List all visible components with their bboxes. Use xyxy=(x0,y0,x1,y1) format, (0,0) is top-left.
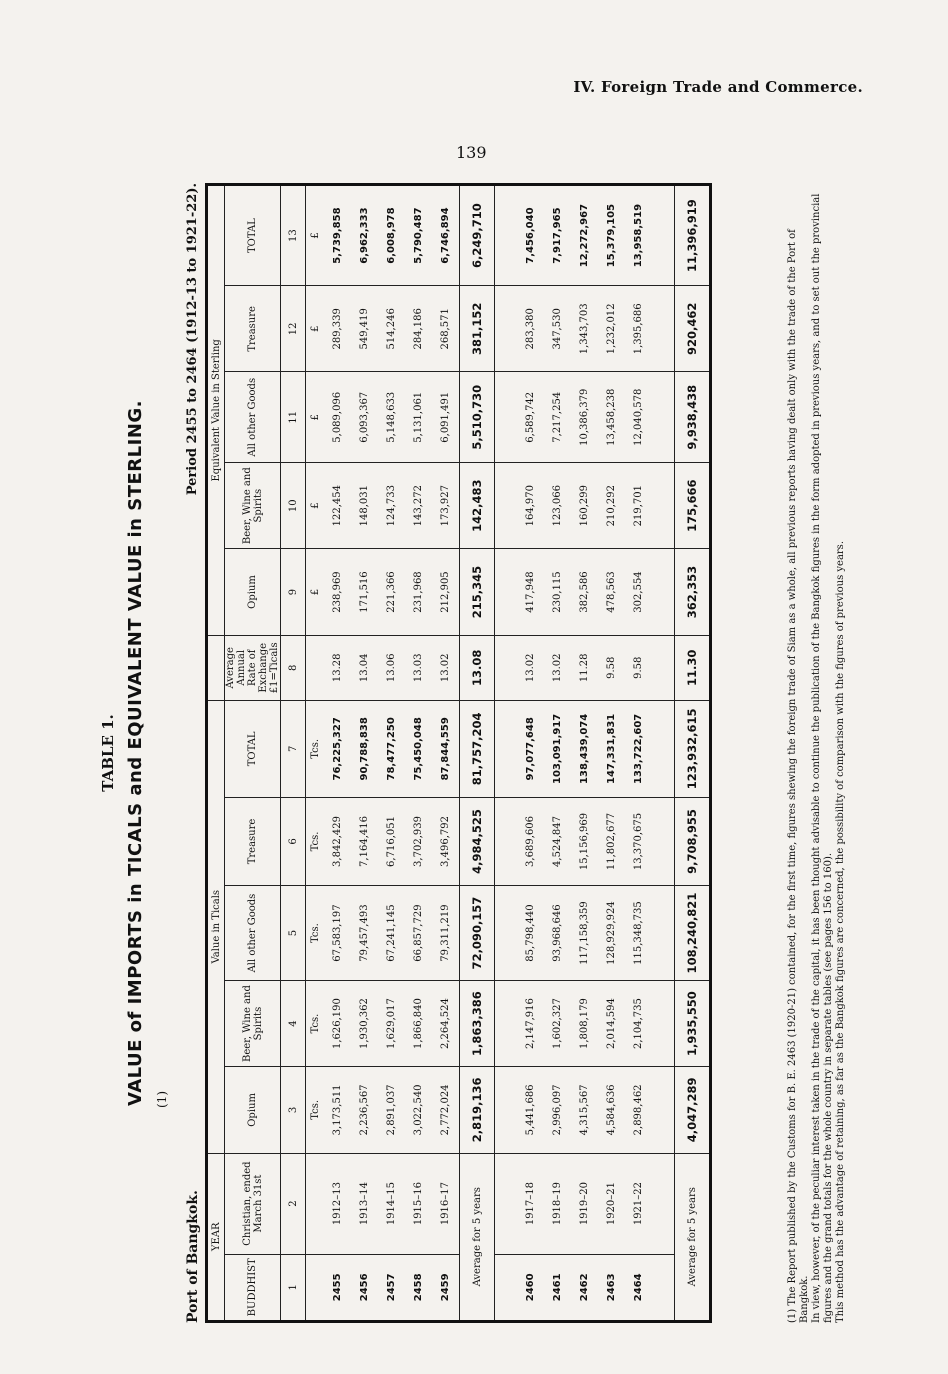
table-cell: 6,746,894 xyxy=(432,185,460,286)
table-cell: 6,091,491 xyxy=(432,372,460,463)
imports-table xyxy=(205,183,712,1323)
table-cell: 115,348,735 xyxy=(625,886,652,981)
column-header: Treasure xyxy=(225,797,281,885)
footnote-3: This method has the advantage of retaining, as far as the Bangkok figures are concerned, the possibility of comparison with the figures of previous years. xyxy=(835,541,846,1323)
table-cell: 2458 xyxy=(405,1254,432,1321)
table-cell: 284,186 xyxy=(405,286,432,372)
average-cell: 11,396,919 xyxy=(675,185,711,286)
column-header: Christian, ended March 31st xyxy=(225,1153,281,1254)
average-cell: 108,240,821 xyxy=(675,886,711,981)
unit-cell: Tcs. xyxy=(306,797,325,885)
table-cell: 4,524,847 xyxy=(544,797,571,885)
table-cell xyxy=(652,463,675,549)
table-cell: 3,702,939 xyxy=(405,797,432,885)
unit-cell: Tcs. xyxy=(306,700,325,797)
table-cell: 90,788,838 xyxy=(351,700,378,797)
table-cell: 128,929,924 xyxy=(598,886,625,981)
table-cell: 1,395,686 xyxy=(625,286,652,372)
table-cell: 5,441,686 xyxy=(517,1067,544,1153)
table-cell: 79,457,493 xyxy=(351,886,378,981)
section-header: IV. Foreign Trade and Commerce. xyxy=(573,78,863,96)
table-cell: 173,927 xyxy=(432,463,460,549)
table-row xyxy=(598,185,625,1322)
column-header: Opium xyxy=(225,549,281,635)
table-cell xyxy=(495,1153,518,1254)
table-cell: 7,917,965 xyxy=(544,185,571,286)
table-cell: 15,379,105 xyxy=(598,185,625,286)
footnote-2: In view, however, of the peculiar interest taken in the trade of the capital, it has been thought advisable to continue the publication of the Bangkok figures in the form adopted in previous years, and to set out the provincial figures and the grand totals for the whole country in separate tables (see pages 156 to 160). xyxy=(811,193,834,1323)
table-cell xyxy=(652,980,675,1066)
table-cell: 13.28 xyxy=(324,635,351,700)
rotated-table-page xyxy=(85,183,845,1323)
table-row xyxy=(544,185,571,1322)
average-cell: 1,935,550 xyxy=(675,980,711,1066)
average-cell: 72,090,157 xyxy=(460,886,495,981)
average-label: Average for 5 years xyxy=(460,1153,495,1321)
port-label: Port of Bangkok. xyxy=(185,1190,201,1323)
table-cell xyxy=(495,549,518,635)
table-cell: 10,386,379 xyxy=(571,372,598,463)
table-cell: 5,148,633 xyxy=(378,372,405,463)
table-cell: 9.58 xyxy=(625,635,652,700)
table-cell: 212,905 xyxy=(432,549,460,635)
average-cell: 9,708,955 xyxy=(675,797,711,885)
average-cell: 381,152 xyxy=(460,286,495,372)
table-cell: 2,772,024 xyxy=(432,1067,460,1153)
table-cell xyxy=(495,286,518,372)
average-cell: 11.30 xyxy=(675,635,711,700)
table-cell: 210,292 xyxy=(598,463,625,549)
group-header-blank xyxy=(207,635,225,700)
table-cell: 13,958,519 xyxy=(625,185,652,286)
table-title: VALUE of IMPORTS in TICALS and EQUIVALENT VALUE in STERLING. xyxy=(125,399,146,1107)
average-cell: 9,938,438 xyxy=(675,372,711,463)
table-cell xyxy=(652,635,675,700)
table-cell: 6,093,367 xyxy=(351,372,378,463)
table-cell: 78,477,250 xyxy=(378,700,405,797)
average-cell: 1,863,386 xyxy=(460,980,495,1066)
table-cell: 302,554 xyxy=(625,549,652,635)
table-cell: 1913–14 xyxy=(351,1153,378,1254)
table-cell: 67,241,145 xyxy=(378,886,405,981)
table-cell: 12,040,578 xyxy=(625,372,652,463)
table-cell xyxy=(495,372,518,463)
table-cell: 221,366 xyxy=(378,549,405,635)
column-number: 1 xyxy=(281,1254,306,1321)
units-row xyxy=(306,185,325,1322)
unit-cell: Tcs. xyxy=(306,886,325,981)
column-number: 13 xyxy=(281,185,306,286)
table-cell: 4,315,567 xyxy=(571,1067,598,1153)
table-cell: 13.02 xyxy=(544,635,571,700)
table-cell: 67,583,197 xyxy=(324,886,351,981)
table-cell xyxy=(495,886,518,981)
column-number: 9 xyxy=(281,549,306,635)
table-cell: 1915–16 xyxy=(405,1153,432,1254)
average-cell: 362,353 xyxy=(675,549,711,635)
table-cell: 2,236,567 xyxy=(351,1067,378,1153)
column-header: TOTAL xyxy=(225,185,281,286)
table-cell xyxy=(652,1254,675,1321)
table-cell: 382,586 xyxy=(571,549,598,635)
average-cell: 13.08 xyxy=(460,635,495,700)
period-label: Period 2455 to 2464 (1912-13 to 1921-22). xyxy=(185,183,200,496)
page-number: 139 xyxy=(456,143,487,162)
average-cell: 4,984,525 xyxy=(460,797,495,885)
table-cell: 76,225,327 xyxy=(324,700,351,797)
column-number: 3 xyxy=(281,1067,306,1153)
table-cell xyxy=(495,1254,518,1321)
table-cell: 133,722,607 xyxy=(625,700,652,797)
table-cell xyxy=(495,1067,518,1153)
average-row xyxy=(460,185,495,1322)
table-cell: 6,716,051 xyxy=(378,797,405,885)
table-cell: 7,164,416 xyxy=(351,797,378,885)
table-cell: 1,626,190 xyxy=(324,980,351,1066)
unit-cell: £ xyxy=(306,463,325,549)
column-number: 6 xyxy=(281,797,306,885)
table-cell xyxy=(652,1153,675,1254)
column-number: 10 xyxy=(281,463,306,549)
average-cell: 175,666 xyxy=(675,463,711,549)
footnotes xyxy=(787,183,847,1323)
table-cell: 2,104,735 xyxy=(625,980,652,1066)
average-label: Average for 5 years xyxy=(675,1153,711,1321)
average-cell: 81,757,204 xyxy=(460,700,495,797)
table-cell xyxy=(652,700,675,797)
table-cell: 1,629,017 xyxy=(378,980,405,1066)
spacer-row xyxy=(652,185,675,1322)
table-cell xyxy=(652,797,675,885)
table-cell: 1918–19 xyxy=(544,1153,571,1254)
table-cell: 87,844,559 xyxy=(432,700,460,797)
table-cell: 1,232,012 xyxy=(598,286,625,372)
table-cell: 9.58 xyxy=(598,635,625,700)
footnote-marker: (1) xyxy=(155,1091,169,1108)
table-cell: 549,419 xyxy=(351,286,378,372)
table-cell: 75,450,048 xyxy=(405,700,432,797)
table-cell: 1917–18 xyxy=(517,1153,544,1254)
table-cell: 103,091,917 xyxy=(544,700,571,797)
table-cell: 79,311,219 xyxy=(432,886,460,981)
table-cell: 238,969 xyxy=(324,549,351,635)
table-cell: 219,701 xyxy=(625,463,652,549)
column-number: 5 xyxy=(281,886,306,981)
table-cell xyxy=(495,185,518,286)
unit-cell xyxy=(306,1254,325,1321)
table-cell: 2,264,524 xyxy=(432,980,460,1066)
column-number: 7 xyxy=(281,700,306,797)
column-number: 4 xyxy=(281,980,306,1066)
table-cell: 13,370,675 xyxy=(625,797,652,885)
unit-cell: Tcs. xyxy=(306,980,325,1066)
table-cell: 13.02 xyxy=(517,635,544,700)
table-cell: 6,962,333 xyxy=(351,185,378,286)
column-header: Opium xyxy=(225,1067,281,1153)
table-cell: 7,217,254 xyxy=(544,372,571,463)
table-cell: 2,891,037 xyxy=(378,1067,405,1153)
table-cell xyxy=(652,372,675,463)
table-cell: 3,689,606 xyxy=(517,797,544,885)
column-number: 12 xyxy=(281,286,306,372)
table-cell: 13.06 xyxy=(378,635,405,700)
column-number: 11 xyxy=(281,372,306,463)
table-cell: 97,077,648 xyxy=(517,700,544,797)
table-cell: 13.04 xyxy=(351,635,378,700)
average-cell: 2,819,136 xyxy=(460,1067,495,1153)
table-cell xyxy=(652,886,675,981)
table-cell: 171,516 xyxy=(351,549,378,635)
spacer-row xyxy=(495,185,518,1322)
table-cell: 93,968,646 xyxy=(544,886,571,981)
table-cell: 5,739,858 xyxy=(324,185,351,286)
table-cell: 2460 xyxy=(517,1254,544,1321)
unit-cell: £ xyxy=(306,549,325,635)
table-cell: 147,331,831 xyxy=(598,700,625,797)
column-header: Beer, Wine and Spirits xyxy=(225,463,281,549)
table-cell: 13.02 xyxy=(432,635,460,700)
average-cell: 6,249,710 xyxy=(460,185,495,286)
table-cell: 138,439,074 xyxy=(571,700,598,797)
table-label: TABLE 1. xyxy=(99,714,117,792)
table-cell: 1,808,179 xyxy=(571,980,598,1066)
table-cell: 1914–15 xyxy=(378,1153,405,1254)
footnote-1: (1) The Report published by the Customs for B. E. 2463 (1920-21) contained, for the first time, figures shewing the foreign trade of Siam as a whole, all previous reports having dealt only with the trade of the Port of Bangkok. xyxy=(787,229,810,1323)
unit-cell xyxy=(306,1153,325,1254)
table-cell: 6,589,742 xyxy=(517,372,544,463)
table-row xyxy=(625,185,652,1322)
table-cell: 283,380 xyxy=(517,286,544,372)
table-cell: 1,343,703 xyxy=(571,286,598,372)
table-cell: 289,339 xyxy=(324,286,351,372)
table-cell: 3,173,511 xyxy=(324,1067,351,1153)
table-cell: 1921–22 xyxy=(625,1153,652,1254)
table-cell: 2455 xyxy=(324,1254,351,1321)
column-header: Treasure xyxy=(225,286,281,372)
table-cell: 66,857,729 xyxy=(405,886,432,981)
table-cell: 2,147,916 xyxy=(517,980,544,1066)
table-row xyxy=(571,185,598,1322)
average-row xyxy=(675,185,711,1322)
table-cell: 123,066 xyxy=(544,463,571,549)
column-number: 8 xyxy=(281,635,306,700)
table-cell: 268,571 xyxy=(432,286,460,372)
table-cell: 2463 xyxy=(598,1254,625,1321)
table-cell: 2464 xyxy=(625,1254,652,1321)
table-cell: 7,456,040 xyxy=(517,185,544,286)
column-number: 2 xyxy=(281,1153,306,1254)
table-cell: 2457 xyxy=(378,1254,405,1321)
unit-cell: Tcs. xyxy=(306,1067,325,1153)
table-cell: 1912–13 xyxy=(324,1153,351,1254)
table-cell: 5,131,061 xyxy=(405,372,432,463)
table-cell: 148,031 xyxy=(351,463,378,549)
table-cell: 2459 xyxy=(432,1254,460,1321)
table-cell: 5,089,096 xyxy=(324,372,351,463)
table-cell xyxy=(652,549,675,635)
table-cell: 1919–20 xyxy=(571,1153,598,1254)
column-header: BUDDHIST xyxy=(225,1254,281,1321)
table-cell: 2,014,594 xyxy=(598,980,625,1066)
table-cell: 124,733 xyxy=(378,463,405,549)
table-cell: 122,454 xyxy=(324,463,351,549)
table-cell: 15,156,969 xyxy=(571,797,598,885)
table-cell: 2,996,097 xyxy=(544,1067,571,1153)
table-cell: 2456 xyxy=(351,1254,378,1321)
table-row xyxy=(517,185,544,1322)
table-cell: 4,584,636 xyxy=(598,1067,625,1153)
table-row xyxy=(324,185,351,1322)
average-cell: 142,483 xyxy=(460,463,495,549)
table-cell: 3,022,540 xyxy=(405,1067,432,1153)
unit-cell: £ xyxy=(306,372,325,463)
group-header-sterling: Equivalent Value in Sterling xyxy=(207,185,225,636)
table-cell: 1,930,362 xyxy=(351,980,378,1066)
table-cell xyxy=(652,1067,675,1153)
average-cell: 5,510,730 xyxy=(460,372,495,463)
table-cell: 2,898,462 xyxy=(625,1067,652,1153)
average-cell: 215,345 xyxy=(460,549,495,635)
table-cell: 2462 xyxy=(571,1254,598,1321)
table-cell xyxy=(652,286,675,372)
table-cell: 160,299 xyxy=(571,463,598,549)
table-cell: 514,246 xyxy=(378,286,405,372)
table-row xyxy=(378,185,405,1322)
table-cell: 230,115 xyxy=(544,549,571,635)
table-row xyxy=(351,185,378,1322)
group-header-ticals: Value in Ticals xyxy=(207,700,225,1153)
table-cell: 2461 xyxy=(544,1254,571,1321)
column-header: Beer, Wine and Spirits xyxy=(225,980,281,1066)
table-cell xyxy=(495,635,518,700)
table-cell xyxy=(495,700,518,797)
average-cell: 4,047,289 xyxy=(675,1067,711,1153)
table-cell: 117,158,359 xyxy=(571,886,598,981)
table-cell: 3,842,429 xyxy=(324,797,351,885)
table-cell: 1916–17 xyxy=(432,1153,460,1254)
column-header: Average Annual Rate of Exchange £1=Ticals xyxy=(225,635,281,700)
table-cell: 3,496,792 xyxy=(432,797,460,885)
unit-cell: £ xyxy=(306,185,325,286)
table-row xyxy=(405,185,432,1322)
table-cell: 1,602,327 xyxy=(544,980,571,1066)
table-cell: 1920–21 xyxy=(598,1153,625,1254)
column-header: TOTAL xyxy=(225,700,281,797)
table-row xyxy=(432,185,460,1322)
table-cell: 1,866,840 xyxy=(405,980,432,1066)
table-cell xyxy=(495,463,518,549)
table-cell: 85,798,440 xyxy=(517,886,544,981)
column-header: All other Goods xyxy=(225,372,281,463)
table-cell xyxy=(652,185,675,286)
table-cell xyxy=(495,980,518,1066)
table-cell: 231,968 xyxy=(405,549,432,635)
table-cell: 11,802,677 xyxy=(598,797,625,885)
average-cell: 920,462 xyxy=(675,286,711,372)
table-cell: 164,970 xyxy=(517,463,544,549)
table-cell: 417,948 xyxy=(517,549,544,635)
table-cell: 13.03 xyxy=(405,635,432,700)
table-cell: 143,272 xyxy=(405,463,432,549)
table-cell: 5,790,487 xyxy=(405,185,432,286)
average-cell: 123,932,615 xyxy=(675,700,711,797)
table-cell: 6,008,978 xyxy=(378,185,405,286)
table-cell: 12,272,967 xyxy=(571,185,598,286)
table-cell xyxy=(495,797,518,885)
table-cell: 347,530 xyxy=(544,286,571,372)
unit-cell: £ xyxy=(306,286,325,372)
table-cell: 13,458,238 xyxy=(598,372,625,463)
unit-cell xyxy=(306,635,325,700)
table-cell: 478,563 xyxy=(598,549,625,635)
table-cell: 11.28 xyxy=(571,635,598,700)
group-header-year: YEAR xyxy=(207,1153,225,1321)
column-header: All other Goods xyxy=(225,886,281,981)
